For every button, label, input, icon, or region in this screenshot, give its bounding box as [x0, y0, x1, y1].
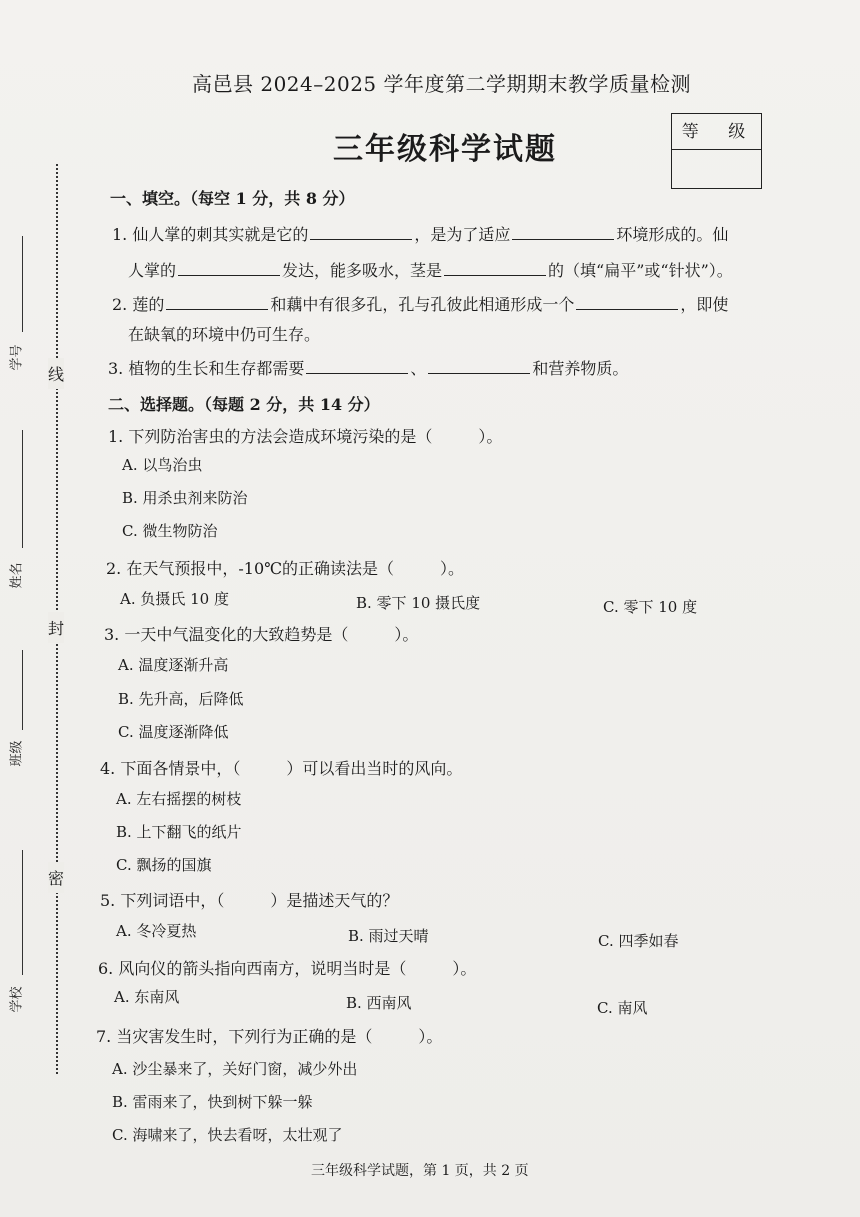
page-title: 三年级科学试题: [333, 132, 557, 167]
choice-q6-option-b[interactable]: B. 西南风: [346, 994, 412, 1012]
q1-text-a: 1. 仙人掌的刺其实就是它的: [112, 225, 309, 244]
stem-text: 7. 当灾害发生时，下列行为正确的是（: [96, 1027, 373, 1046]
q2-line1: [112, 292, 728, 315]
choice-q7-option-b[interactable]: B. 雷雨来了，快到树下躲一躲: [112, 1093, 313, 1111]
stem-text: ）。: [478, 427, 503, 446]
q1-text-f: 的（填“扁平”或“针状”）。: [548, 261, 733, 280]
stem-text: 1. 下列防治害虫的方法会造成环境污染的是（: [108, 427, 433, 446]
page-footer: 三年级科学试题，第 1 页，共 2 页: [311, 1163, 529, 1179]
q1-line1: [112, 222, 728, 245]
q3-text-a: 3. 植物的生长和生存都需要: [108, 359, 305, 378]
choice-q1-stem: [108, 424, 502, 447]
grade-label: 等 级: [672, 114, 761, 150]
q2-line2: 在缺氧的环境中仍可生存。: [128, 325, 321, 344]
answer-blank[interactable]: [444, 261, 546, 276]
q1-text-b: ，是为了适应: [414, 225, 511, 244]
answer-blank[interactable]: [178, 261, 280, 276]
answer-blank[interactable]: [306, 359, 408, 374]
q2-text-a: 2. 莲的: [112, 295, 165, 314]
choice-q1-option-c[interactable]: C. 微生物防治: [122, 522, 218, 540]
q1-text-e: 发达，能多吸水，茎是: [282, 261, 443, 280]
q1-text-d: 人掌的: [128, 261, 177, 280]
answer-blank[interactable]: [166, 295, 268, 310]
stem-text: ）。: [452, 959, 477, 978]
q1-text-c: 环境形成的。仙: [616, 225, 729, 244]
q1-line2: [128, 258, 733, 281]
choice-q2-option-c[interactable]: C. 零下 10 度: [603, 598, 698, 616]
choice-q3-option-c[interactable]: C. 温度逐渐降低: [118, 723, 229, 741]
grade-box: [671, 113, 762, 189]
choice-q1-option-b[interactable]: B. 用杀虫剂来防治: [122, 489, 248, 507]
q2-text-c: ，即使: [680, 295, 729, 314]
choice-q1-option-a[interactable]: A. 以鸟治虫: [122, 456, 203, 474]
choice-q5-stem: [100, 888, 398, 911]
student-number-label: 学号: [9, 344, 25, 371]
answer-blank[interactable]: [428, 359, 530, 374]
class-field: [22, 650, 23, 730]
stem-text: ）。: [418, 1027, 443, 1046]
choice-q6-option-c[interactable]: C. 南风: [597, 999, 648, 1017]
binding-char-mi: 密: [48, 862, 64, 893]
q2-text-b: 和藕中有很多孔，孔与孔彼此相通形成一个: [270, 295, 575, 314]
choice-q5-option-b[interactable]: B. 雨过天晴: [348, 927, 429, 945]
student-name-field: [22, 430, 23, 548]
choice-q4-option-a[interactable]: A. 左右摇摆的树枝: [116, 790, 242, 808]
section-choice-title: 二、选择题。（每题 2 分，共 14 分）: [108, 395, 380, 414]
binding-char-xian: 线: [48, 358, 64, 389]
choice-q7-stem: [96, 1024, 442, 1047]
section-fill-in-title: 一、填空。（每空 1 分，共 8 分）: [110, 189, 355, 208]
choice-q2-option-b[interactable]: B. 零下 10 摄氏度: [356, 594, 481, 612]
stem-text: ）可以看出当时的风向。: [286, 759, 463, 778]
answer-blank[interactable]: [310, 225, 412, 240]
choice-q3-option-a[interactable]: A. 温度逐渐升高: [118, 656, 229, 674]
q3-text-b: 、: [410, 359, 427, 378]
choice-q5-option-c[interactable]: C. 四季如春: [598, 932, 679, 950]
stem-text: 2. 在天气预报中，-10℃的正确读法是（: [106, 559, 395, 578]
q3-text-c: 和营养物质。: [532, 359, 629, 378]
q3-line: [108, 356, 628, 379]
binding-char-feng: 封: [48, 612, 64, 643]
stem-text: ）。: [440, 559, 465, 578]
choice-q3-stem: [104, 622, 418, 645]
school-label: 学校: [9, 986, 25, 1013]
choice-q5-option-a[interactable]: A. 冬冷夏热: [116, 922, 197, 940]
stem-text: 4. 下面各情景中，（: [100, 759, 241, 778]
choice-q6-option-a[interactable]: A. 东南风: [114, 988, 180, 1006]
stem-text: 3. 一天中气温变化的大致趋势是（: [104, 625, 349, 644]
choice-q4-stem: [100, 756, 462, 779]
student-name-label: 姓名: [9, 562, 25, 589]
school-field: [22, 850, 23, 975]
choice-q6-stem: [98, 956, 476, 979]
class-label: 班级: [9, 740, 25, 767]
student-number-field: [22, 236, 23, 332]
stem-text: ）。: [394, 625, 419, 644]
choice-q4-option-b[interactable]: B. 上下翻飞的纸片: [116, 823, 242, 841]
choice-q7-option-a[interactable]: A. 沙尘暴来了，关好门窗，减少外出: [112, 1060, 358, 1078]
choice-q2-option-a[interactable]: A. 负摄氏 10 度: [120, 590, 229, 608]
exam-subtitle: 高邑县 2024–2025 学年度第二学期期末教学质量检测: [192, 72, 692, 96]
stem-text: 5. 下列词语中，（: [100, 891, 225, 910]
stem-text: ）是描述天气的？: [270, 891, 399, 910]
choice-q7-option-c[interactable]: C. 海啸来了，快去看呀，太壮观了: [112, 1126, 343, 1144]
answer-blank[interactable]: [512, 225, 614, 240]
stem-text: 6. 风向仪的箭头指向西南方，说明当时是（: [98, 959, 407, 978]
choice-q2-stem: [106, 556, 464, 579]
answer-blank[interactable]: [576, 295, 678, 310]
choice-q4-option-c[interactable]: C. 飘扬的国旗: [116, 856, 212, 874]
choice-q3-option-b[interactable]: B. 先升高，后降低: [118, 690, 244, 708]
